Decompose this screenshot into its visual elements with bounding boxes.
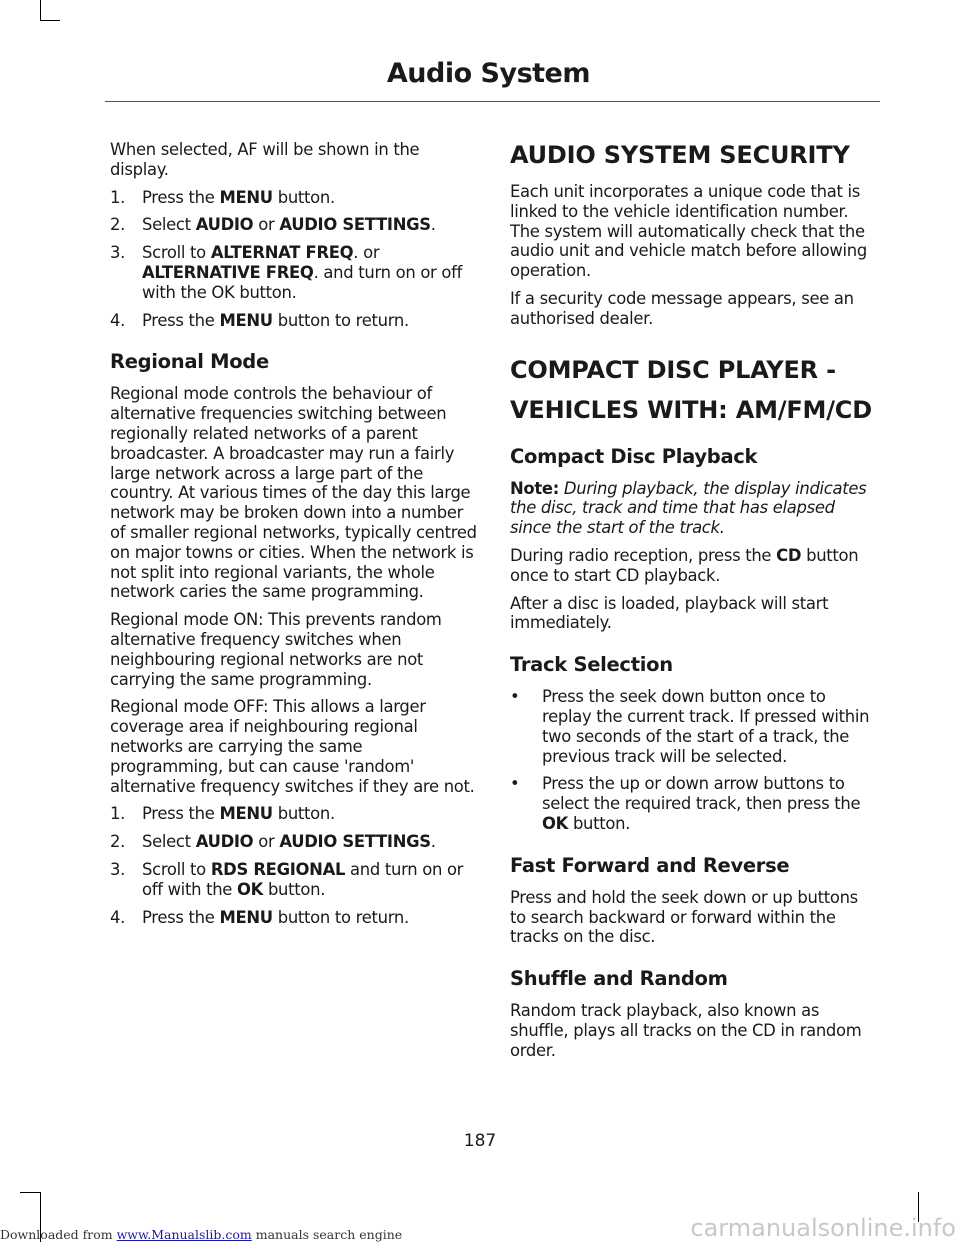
bold-term: ALTERNATIVE FREQ <box>142 262 314 282</box>
crop-mark <box>40 0 41 20</box>
bold-term: MENU <box>219 310 273 330</box>
right-column <box>510 140 878 1069</box>
list-number: 3. <box>110 859 126 879</box>
list-number: 4. <box>110 907 126 927</box>
header-rule <box>105 101 880 102</box>
text-run: or <box>253 215 280 235</box>
regional-mode-heading: Regional Mode <box>110 350 269 374</box>
page-number: 187 <box>463 1131 497 1151</box>
text-run: Scroll to <box>142 859 211 879</box>
shuffle-heading: Shuffle and Random <box>510 967 728 991</box>
list-number: 1. <box>110 187 126 207</box>
text-run: Press the <box>142 310 220 330</box>
security-dealer-paragraph: If a security code message appears, see an authorised dealer. <box>510 288 854 328</box>
bold-term: AUDIO <box>195 832 254 852</box>
footer <box>0 1227 402 1242</box>
bold-term: MENU <box>219 907 273 927</box>
security-heading: AUDIO SYSTEM SECURITY <box>510 141 850 169</box>
text-run: button to return. <box>272 907 409 927</box>
bold-term: AUDIO <box>195 215 254 235</box>
regional-on-paragraph: Regional mode ON: This prevents random alternative frequency switches when neighbouring regional networks are not carrying the same programming. <box>110 610 442 689</box>
auto-playback-paragraph: After a disc is loaded, playback will start immediately. <box>510 593 829 633</box>
text-run: Press the seek down button once to replay the current track. If pressed within two seconds of the start of a track, the previous track will be selected. <box>542 687 870 766</box>
bold-term: ALTERNAT FREQ <box>210 243 354 263</box>
list-number: 2. <box>110 215 126 235</box>
note-label: Note: <box>510 478 559 498</box>
track-selection-heading: Track Selection <box>510 653 673 677</box>
text-run: button once to start CD playback. <box>510 545 859 585</box>
left-column <box>110 140 478 935</box>
list-number: 1. <box>110 804 126 824</box>
bold-term: MENU <box>219 804 273 824</box>
bold-term: CD <box>776 545 802 565</box>
list-item <box>110 311 478 331</box>
watermark: carmanualsonline.info <box>690 1214 956 1242</box>
crop-mark <box>40 20 60 21</box>
text-run: During radio reception, press the <box>510 545 777 565</box>
list-item <box>510 774 878 833</box>
bold-term: AUDIO SETTINGS <box>279 215 431 235</box>
text-run: Press the <box>142 187 220 207</box>
note-paragraph <box>510 479 878 538</box>
text-run: . and turn on or off with the OK button. <box>142 262 463 302</box>
list-item <box>510 687 878 766</box>
bold-term: AUDIO SETTINGS <box>279 832 431 852</box>
regional-steps-list <box>110 804 478 927</box>
regional-off-paragraph: Regional mode OFF: This allows a larger coverage area if neighbouring regional networks are carrying the same programming, but can cause 'random' alternative frequency switches if they are not. <box>110 697 475 796</box>
text-run: . or <box>353 243 380 263</box>
text-run: . <box>430 832 436 852</box>
list-number: 2. <box>110 832 126 852</box>
text-run: or <box>253 832 280 852</box>
page-header-title: Audio System <box>386 58 590 89</box>
text-run: Press the <box>142 804 220 824</box>
text-run: and turn on or off with the <box>142 859 464 899</box>
bullet-marker: • <box>510 774 520 794</box>
manualslib-link[interactable]: www.Manualslib.com <box>116 1227 252 1242</box>
list-number: 3. <box>110 243 126 263</box>
cd-playback-heading: Compact Disc Playback <box>510 444 758 468</box>
footer-prefix: Downloaded from <box>0 1227 117 1242</box>
af-steps-list <box>110 188 478 331</box>
text-run: Select <box>142 832 196 852</box>
list-item <box>110 188 478 208</box>
intro-paragraph: When selected, AF will be shown in the display. <box>110 140 420 179</box>
bold-term: RDS REGIONAL <box>210 859 346 879</box>
security-paragraph: Each unit incorporates a unique code that is linked to the vehicle identification number. The system will automatically check that the audio unit and vehicle match before allowing operation. <box>510 182 867 281</box>
regional-mode-paragraph: Regional mode controls the behaviour of alternative frequencies switching between regionally related networks of a parent broadcaster. A broadcaster may run a fairly large network across a large part of the country. At various times of the day this large network may be broken down into a number of smaller regional networks, typically centred on major towns or cities. When the network is not split into regional variants, the whole network caries the same programming. <box>110 384 477 602</box>
list-item <box>110 908 478 928</box>
list-item <box>110 832 478 852</box>
text-run: button. <box>263 879 326 899</box>
track-selection-list <box>510 687 878 834</box>
cd-player-heading <box>510 355 878 425</box>
text-run: button. <box>272 187 335 207</box>
shuffle-paragraph: Random track playback, also known as shuffle, plays all tracks on the CD in random order. <box>510 1001 862 1060</box>
text-run: button to return. <box>272 310 409 330</box>
list-number: 4. <box>110 310 126 330</box>
bold-term: OK <box>542 813 569 833</box>
text-run: button. <box>272 804 335 824</box>
text-run: Press the up or down arrow buttons to select the required track, then press the <box>542 774 861 814</box>
bold-term: MENU <box>219 187 273 207</box>
note-text: During playback, the display indicates the disc, track and time that has elapsed since the start of the track. <box>510 478 867 538</box>
crop-mark <box>20 1192 40 1193</box>
list-item <box>110 215 478 235</box>
fast-forward-heading: Fast Forward and Reverse <box>510 853 790 877</box>
bullet-marker: • <box>510 687 520 707</box>
text-run: button. <box>568 813 631 833</box>
cd-player-heading-line2: VEHICLES WITH: AM/FM/CD <box>510 395 872 424</box>
list-item <box>110 243 478 302</box>
list-item <box>110 804 478 824</box>
list-item <box>110 860 478 900</box>
text-run: Press the <box>142 907 220 927</box>
cd-playback-paragraph <box>510 546 878 586</box>
text-run: Scroll to <box>142 243 211 263</box>
bold-term: OK <box>236 879 264 899</box>
text-run: . <box>430 215 436 235</box>
fast-forward-paragraph: Press and hold the seek down or up buttons to search backward or forward within the tracks on the disc. <box>510 887 858 947</box>
footer-suffix: manuals search engine <box>251 1227 403 1242</box>
text-run: Select <box>142 215 196 235</box>
cd-player-heading-line1: COMPACT DISC PLAYER - <box>510 355 836 384</box>
